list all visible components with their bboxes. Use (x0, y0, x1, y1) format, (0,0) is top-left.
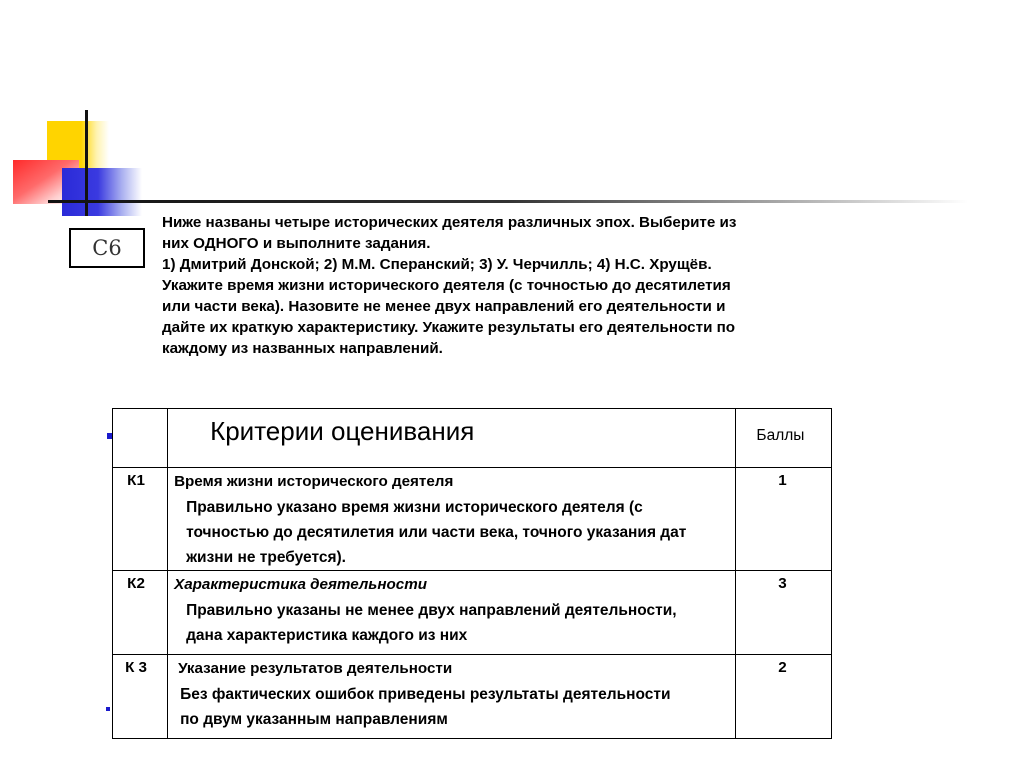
criterion-row (113, 468, 832, 571)
decorative-horizontal-divider (48, 200, 968, 203)
criterion-description-line: жизни не требуется). (186, 549, 346, 566)
criterion-points: 1 (735, 468, 831, 571)
criterion-description-line: Без фактических ошибок приведены результаты деятельности (180, 686, 671, 703)
criterion-title: Указание результатов деятельности (178, 660, 453, 677)
criterion-description-line: Правильно указано время жизни исторического деятеля (с (186, 499, 643, 516)
decorative-blue-rectangle (62, 168, 142, 216)
criteria-header-row (113, 409, 832, 468)
criterion-row (113, 655, 832, 739)
task-line: каждому из названных направлений. (162, 340, 443, 357)
criterion-description (178, 682, 735, 732)
criterion-title: Характеристика деятельности (174, 576, 427, 593)
criterion-points: 3 (735, 571, 831, 655)
criteria-table (112, 408, 832, 739)
criterion-description-line: по двум указанным направлениям (180, 711, 448, 728)
task-number-label: С6 (92, 236, 122, 260)
task-line: Укажите время жизни исторического деятеля (с точностью до десятилетия (162, 277, 731, 294)
criterion-title: Время жизни исторического деятеля (174, 473, 454, 490)
bullet-marker (106, 707, 110, 711)
task-line: 1) Дмитрий Донской; 2) М.М. Сперанский; 3) У. Черчилль; 4) Н.С. Хрущёв. (162, 256, 712, 273)
criterion-code: К 3 (113, 655, 168, 739)
task-line: них ОДНОГО и выполните задания. (162, 235, 431, 252)
criterion-code: К1 (113, 468, 168, 571)
criterion-description-line: Правильно указаны не менее двух направлений деятельности, (186, 602, 677, 619)
criterion-code: К2 (113, 571, 168, 655)
task-number-badge (69, 228, 145, 268)
criterion-cell (168, 468, 736, 571)
task-line: Ниже названы четыре исторических деятеля различных эпох. Выберите из (162, 214, 737, 231)
criteria-title: Критерии оценивания (168, 409, 736, 468)
criterion-row (113, 571, 832, 655)
task-line: дайте их краткую характеристику. Укажите результаты его деятельности по (162, 319, 736, 336)
points-header: Баллы (735, 409, 831, 468)
criterion-description (174, 495, 735, 570)
criterion-cell (168, 655, 736, 739)
criterion-description-line: дана характеристика каждого из них (186, 627, 468, 644)
criterion-points: 2 (735, 655, 831, 739)
criterion-cell (168, 571, 736, 655)
header-code-cell (113, 409, 168, 468)
criterion-description-line: точностью до десятилетия или части века, точного указания дат (186, 524, 687, 541)
task-statement (162, 212, 882, 359)
task-line: или части века). Назовите не менее двух направлений его деятельности и (162, 298, 726, 315)
criterion-description (174, 598, 735, 648)
